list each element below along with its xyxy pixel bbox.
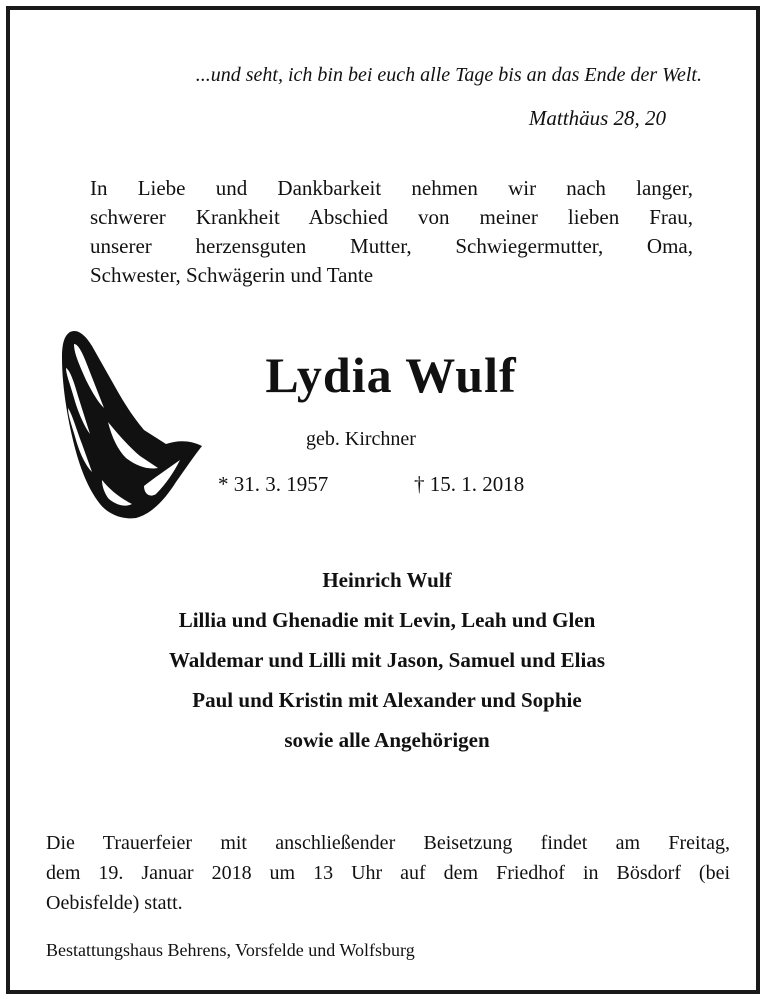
mourner-line: Lillia und Ghenadie mit Levin, Leah und Glen <box>178 608 596 632</box>
deceased-name: Lydia Wulf <box>265 347 517 403</box>
mourner-line: sowie alle Angehörigen <box>284 728 490 752</box>
praying-hands-icon <box>48 322 208 522</box>
intro-text <box>90 174 693 290</box>
funeral-line: Die Trauerfeier mit anschließender Beisetzung findet am Freitag, <box>46 832 730 854</box>
obituary-notice <box>6 6 760 994</box>
intro-line: Schwester, Schwägerin und Tante <box>90 263 374 287</box>
bible-reference: Matthäus 28, 20 <box>528 106 666 130</box>
undertaker-credit: Bestattungshaus Behrens, Vorsfelde und Wolfsburg <box>46 940 415 960</box>
bible-quote: ...und seht, ich bin bei euch alle Tage bis an das Ende der Welt. <box>195 64 702 86</box>
intro-line: schwerer Krankheit Abschied von meiner lieben Frau, <box>90 205 693 229</box>
mourner-line: Heinrich Wulf <box>322 568 452 592</box>
death-date: † 15. 1. 2018 <box>414 472 525 496</box>
maiden-name: geb. Kirchner <box>306 428 416 450</box>
intro-line: unserer herzensguten Mutter, Schwiegermutter, Oma, <box>90 234 693 258</box>
mourner-line: Paul und Kristin mit Alexander und Sophie <box>192 688 582 712</box>
funeral-line: Oebisfelde) statt. <box>46 892 183 914</box>
intro-line: In Liebe und Dankbarkeit nehmen wir nach langer, <box>90 176 693 200</box>
funeral-line: dem 19. Januar 2018 um 13 Uhr auf dem Friedhof in Bösdorf (bei <box>46 862 730 884</box>
birth-date: * 31. 3. 1957 <box>218 472 329 496</box>
mourners-list <box>30 560 744 760</box>
mourner-line: Waldemar und Lilli mit Jason, Samuel und Elias <box>168 648 606 672</box>
funeral-info <box>46 828 730 918</box>
